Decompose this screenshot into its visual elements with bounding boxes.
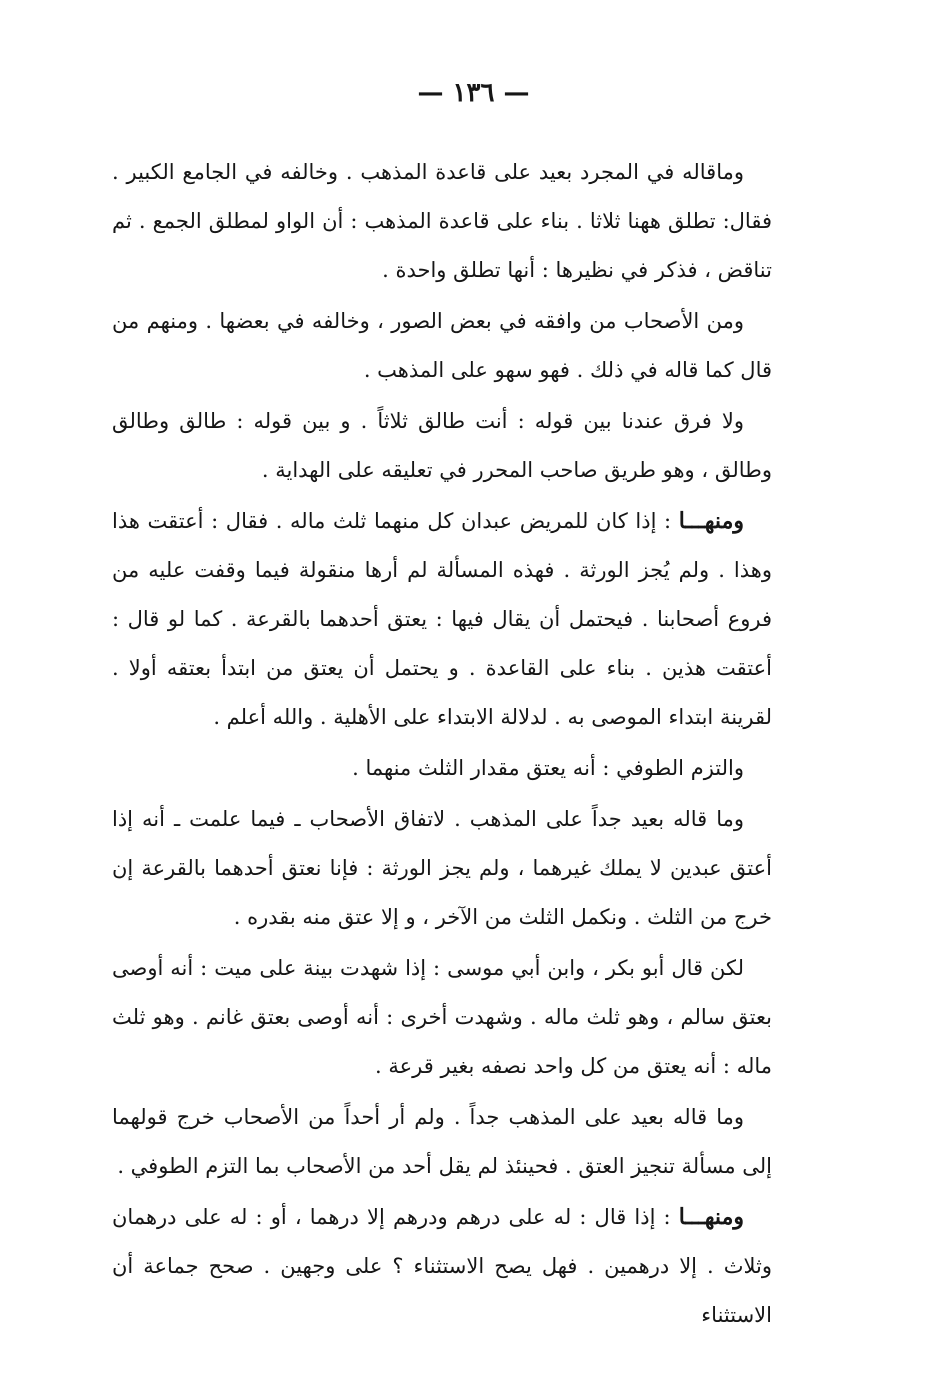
paragraph bbox=[112, 497, 772, 742]
section-lead: ومنهـــا bbox=[678, 1204, 744, 1230]
page-number: — ١٣٦ — bbox=[417, 78, 530, 108]
paragraph bbox=[112, 297, 772, 395]
paragraph-text: وما قاله بعيد على المذهب جداً . ولم أر أحداً من الأصحاب خرج قولهما إلى مسألة تنجيز العتق . فحينئذ لم يقل أحد من الأصحاب بما التزم الطوفي . bbox=[112, 1105, 772, 1178]
paragraph-text: لكن قال أبو بكر ، وابن أبي موسى : إذا شهدت بينة على ميت : أنه أوصى بعتق سالم ، وهو ثلث ماله . وشهدت أخرى : أنه أوصى بعتق غانم . وهو ثلث ماله : أنه يعتق من كل واحد نصفه بغير قرعة . bbox=[112, 956, 772, 1078]
section-lead: ومنهـــا bbox=[678, 508, 744, 534]
paragraph-text: : إذا كان للمريض عبدان كل منهما ثلث ماله . فقال : أعتقت هذا وهذا . ولم يُجز الورثة . فهذه المسألة لم أرها منقولة فيما وقفت عليه من فروع أصحابنا . فيحتمل أن يقال فيها : يعتق أحدهما بالقرعة . كما لو قال : أعتقت هذين . بناء على القاعدة . و يحتمل أن يعتق من ابتدأ بعتقه أولا . لقرينة ابتداء الموصى به . لدلالة الابتداء على الأهلية . والله أعلم . bbox=[112, 509, 772, 729]
paragraph-text: : إذا قال : له على درهم ودرهم إلا درهما ، أو : له على درهمان وثلاث . إلا درهمين . فهل يصح الاستثناء ؟ على وجهين . صحح جماعة أن الاستثناء bbox=[112, 1205, 772, 1327]
paragraph-text: وما قاله بعيد جداً على المذهب . لاتفاق الأصحاب ـ فيما علمت ـ أنه إذا أعتق عبدين لا يملك غيرهما ، ولم يجز الورثة : فإنا نعتق أحدهما بالقرعة إن خرج من الثلث . ونكمل الثلث من الآخر ، و إلا عتق منه بقدره . bbox=[112, 807, 772, 929]
paragraph bbox=[112, 1093, 772, 1191]
paragraph bbox=[112, 397, 772, 495]
paragraph bbox=[112, 148, 772, 295]
paragraph bbox=[112, 1193, 772, 1340]
paragraph bbox=[112, 744, 772, 793]
paragraph-text: ولا فرق عندنا بين قوله : أنت طالق ثلاثاً . و بين قوله : طالق وطالق وطالق ، وهو طريق صاحب المحرر في تعليقه على الهداية . bbox=[112, 409, 772, 482]
paragraph bbox=[112, 944, 772, 1091]
paragraph-text: وماقاله في المجرد بعيد على قاعدة المذهب . وخالفه في الجامع الكبير . فقال: تطلق ههنا ثلاثا . بناء على قاعدة المذهب : أن الواو لمطلق الجمع . ثم تناقض ، فذكر في نظيرها : أنها تطلق واحدة . bbox=[112, 160, 772, 282]
paragraph bbox=[112, 795, 772, 942]
paragraph-text: والتزم الطوفي : أنه يعتق مقدار الثلث منهما . bbox=[352, 756, 744, 780]
paragraph-text: ومن الأصحاب من وافقه في بعض الصور ، وخالفه في بعضها . ومنهم من قال كما قاله في ذلك . فهو سهو على المذهب . bbox=[112, 309, 772, 382]
body-text bbox=[112, 148, 772, 1342]
